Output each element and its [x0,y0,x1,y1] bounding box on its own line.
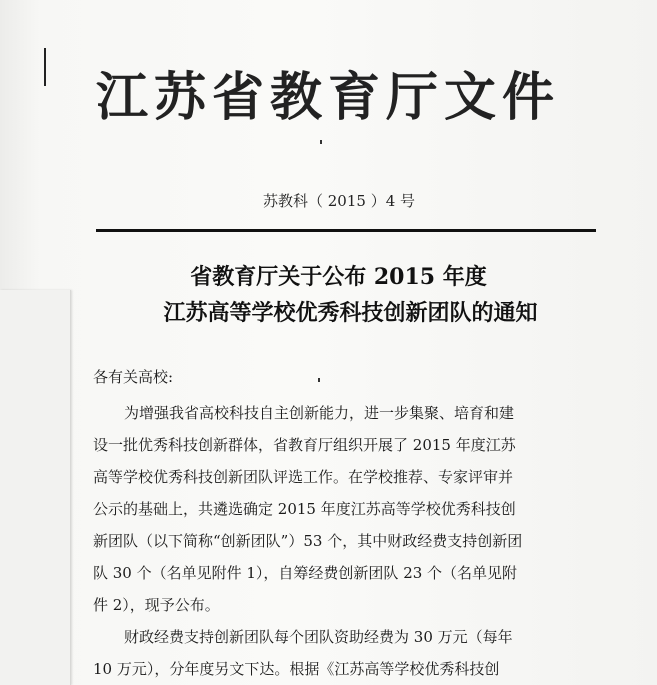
document-header-title: 江苏省教育厅文件 [96,67,561,128]
speck [318,378,320,382]
margin-mark [44,48,46,86]
body-line: 设一批优秀科技创新群体，省教育厅组织开展了 2015 年度江苏 [93,436,516,454]
body-line: 为增强我省高校科技自主创新能力，进一步集聚、培育和建 [124,404,515,422]
body-line: 10 万元），分年度另文下达。根据《江苏高等学校优秀科技创 [93,660,500,678]
body-line: 高等学校优秀科技创新团队评选工作。在学校推荐、专家评审并 [93,468,514,486]
document-number: 苏教科（ 2015 ）4 号 [263,192,416,210]
body-line: 新团队（以下简称“创新团队”）53 个，其中财政经费支持创新团 [93,532,523,550]
salutation: 各有关高校: [93,368,174,386]
body-line: 件 2），现予公布。 [93,596,220,614]
header-rule [96,229,596,232]
speck [320,140,322,144]
body-line: 队 30 个（名单见附件 1），自筹经费创新团队 23 个（名单见附 [93,564,518,582]
body-line: 公示的基础上，共遴选确定 2015 年度江苏高等学校优秀科技创 [93,500,516,518]
paper-edge [0,290,71,685]
headline-line-2: 江苏高等学校优秀科技创新团队的通知 [163,300,538,326]
body-line: 财政经费支持创新团队每个团队资助经费为 30 万元（每年 [124,628,513,646]
headline-line-1: 省教育厅关于公布 2015 年度 [190,264,487,290]
